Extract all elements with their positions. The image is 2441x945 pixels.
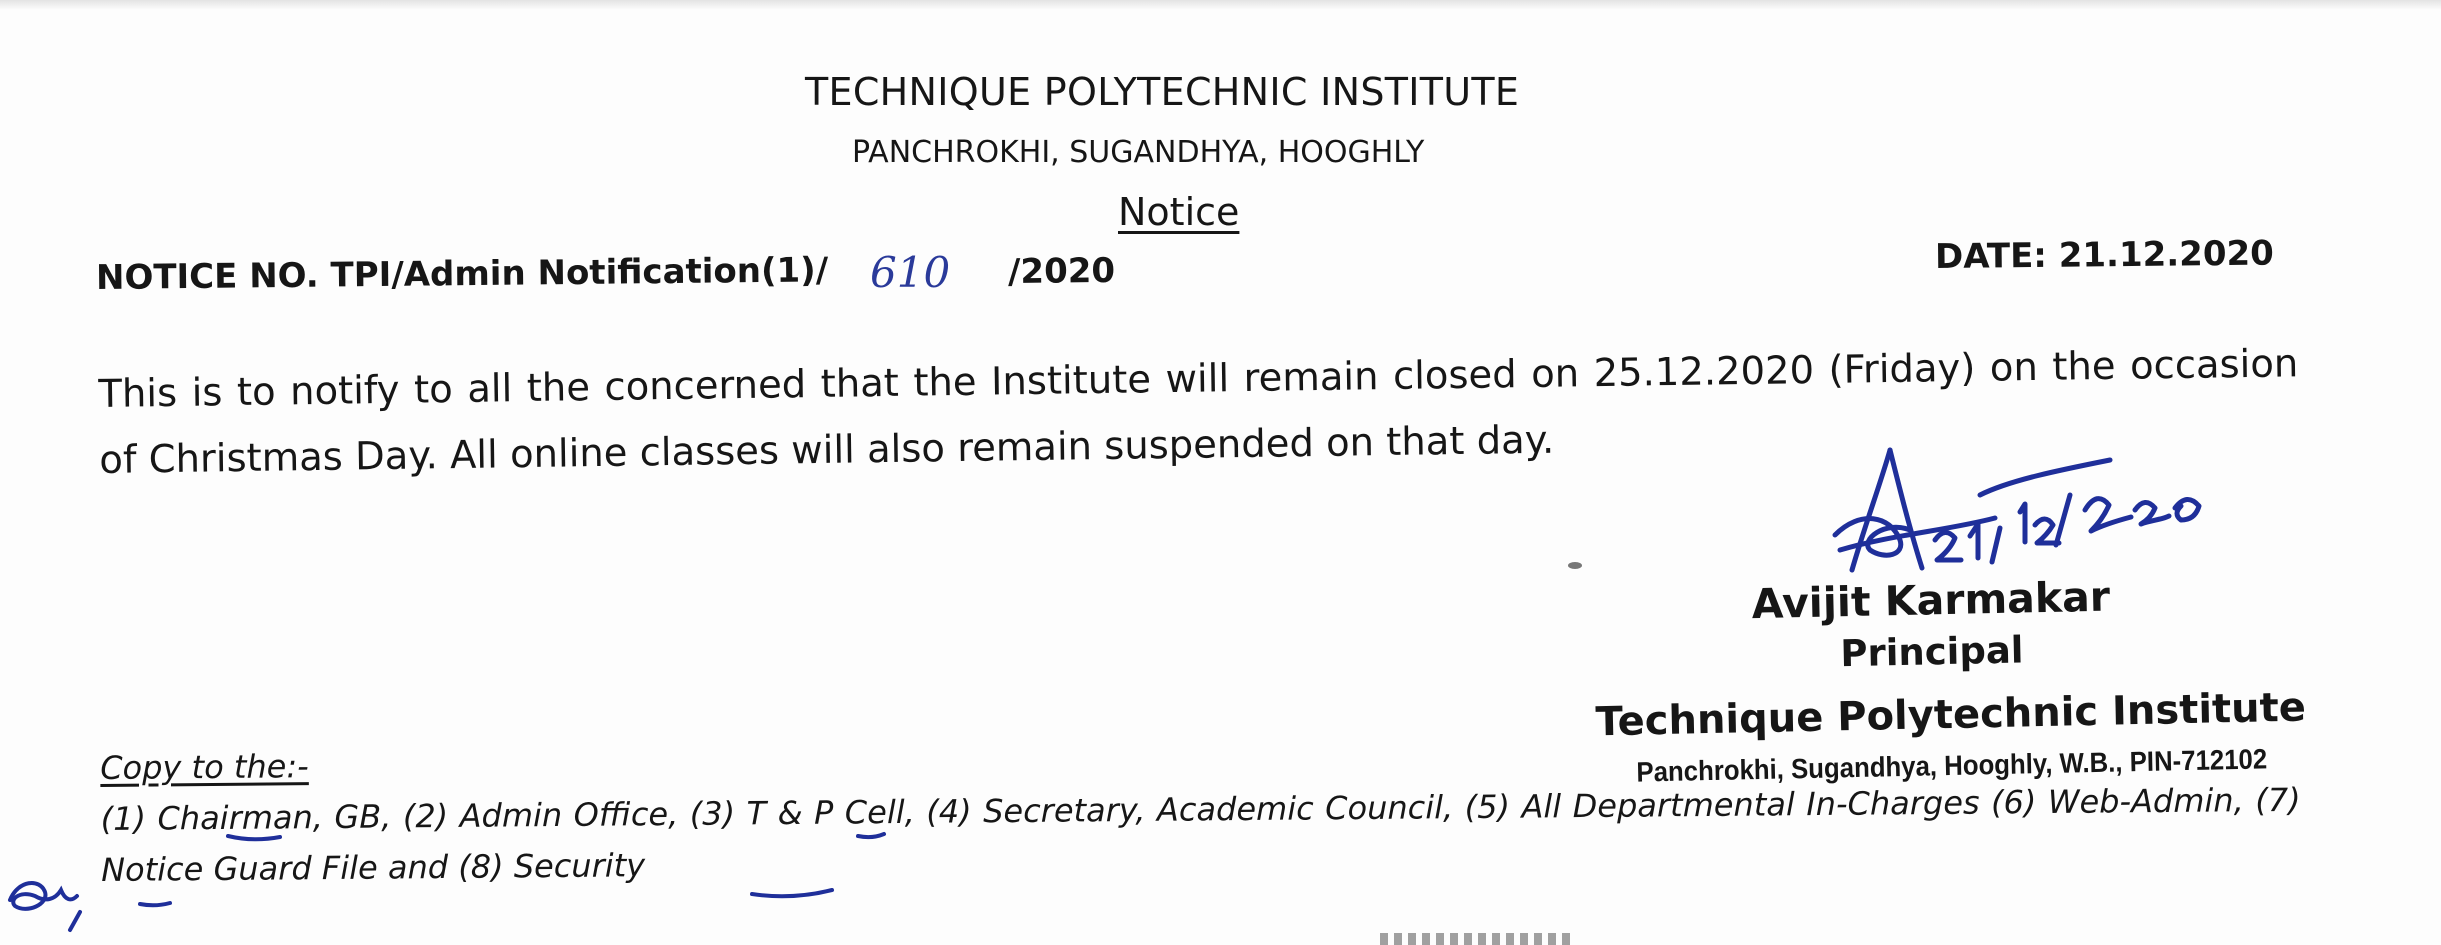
initial-tick (70, 912, 80, 930)
initial-mark (10, 883, 77, 909)
institute-name: TECHNIQUE POLYTECHNIC INSTITUTE (805, 70, 1520, 114)
handwritten-notice-number: 610 (870, 248, 951, 297)
signatory-address: Panchrokhi, Sugandhya, Hooghly, W.B., PIN-712102 (1636, 743, 2268, 788)
signatory-institute: Technique Polytechnic Institute (1595, 684, 2307, 746)
underline-mark-admin (140, 903, 170, 905)
notice-number-year: /2020 (1007, 250, 1116, 292)
notice-number-prefix: NOTICE NO. TPI/Admin Notification(1)/ (95, 250, 829, 298)
copy-to-section (100, 724, 2301, 896)
signatory-designation: Principal (1839, 628, 2024, 676)
signatory-name: Avijit Karmakar (1751, 572, 2111, 629)
notice-date: DATE: 21.12.2020 (1934, 233, 2275, 277)
copy-to-heading: Copy to the:- (100, 747, 309, 787)
underline-mark-security (752, 890, 832, 896)
ink-dot (1568, 562, 1582, 569)
copy-to-list: (1) Chairman, GB, (2) Admin Office, (3) T & P Cell, (4) Secretary, Academic Council, (5) All Departmental In-Charges (6) Web-Admin, (7) Notice Guard File and (8) Security (100, 780, 2301, 889)
institute-address: PANCHROKHI, SUGANDHYA, HOOGHLY (852, 135, 1425, 170)
scan-edge (0, 0, 2441, 10)
notice-body: This is to notify to all the concerned that the Institute will remain closed on 25.12.2020 (Friday) on the occasion of Christmas Day. All online classes will also remain suspended on that day. (98, 341, 2299, 483)
stamp-fragment (1380, 933, 1570, 945)
notice-title: Notice (1118, 190, 1240, 234)
